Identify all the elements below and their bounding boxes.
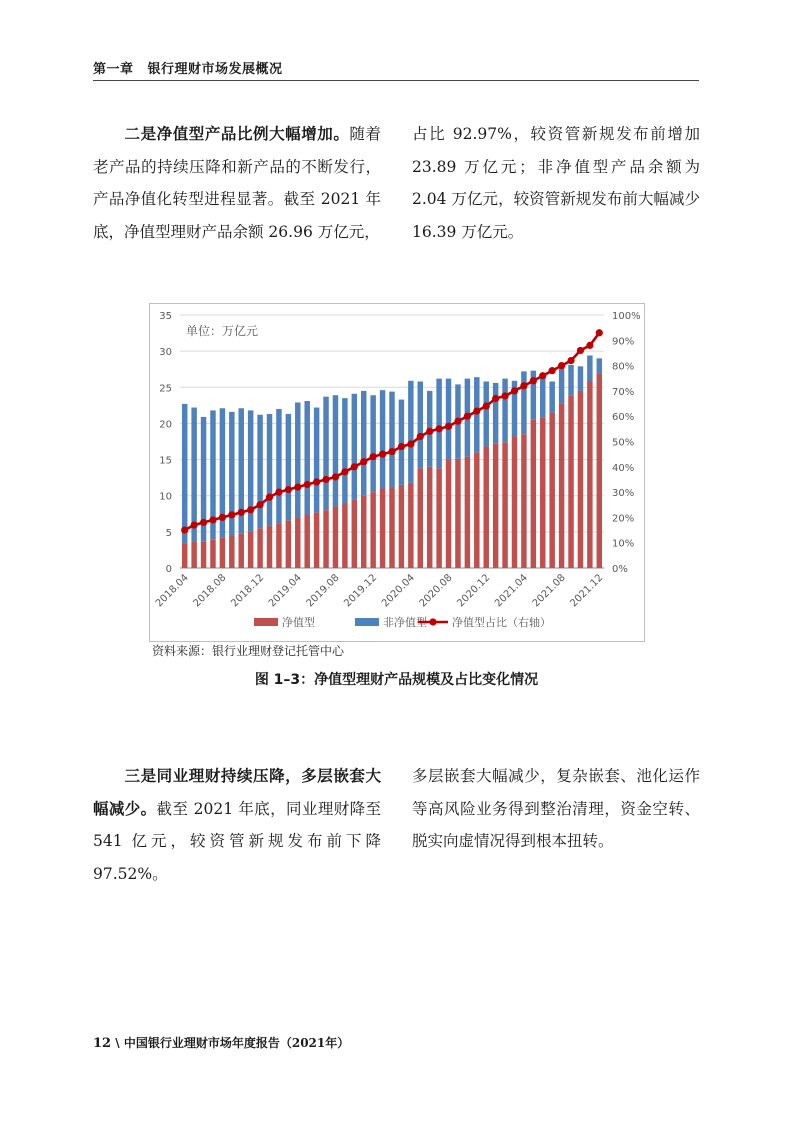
bar-net-value (399, 485, 404, 568)
y-right-tick-label: 70% (612, 386, 635, 398)
section1-right-column (412, 118, 700, 248)
bar-non-net-value (408, 381, 413, 483)
ratio-point (181, 526, 188, 533)
ratio-point (294, 483, 301, 490)
bar-net-value (304, 515, 309, 568)
ratio-point (275, 489, 282, 496)
y-left-tick-label: 35 (159, 311, 172, 322)
ratio-point (238, 509, 245, 516)
bar-non-net-value (540, 374, 545, 417)
ratio-point (464, 413, 471, 420)
page-header (93, 58, 283, 77)
bar-net-value (408, 483, 413, 568)
bar-non-net-value (370, 395, 375, 492)
legend-label-non-net: 非净值型 (383, 616, 427, 629)
bar-non-net-value (276, 409, 281, 523)
combo-chart (150, 304, 644, 641)
ratio-point (596, 329, 603, 336)
bar-non-net-value (549, 382, 554, 413)
bar-net-value (521, 434, 526, 568)
bar-net-value (333, 507, 338, 568)
bar-net-value (578, 391, 583, 568)
bar-net-value (436, 468, 441, 568)
bar-net-value (239, 533, 244, 568)
ratio-point (398, 443, 405, 450)
section2-lead: 三是同业理财持续压降，多层嵌套大幅减少。 (93, 766, 381, 818)
bar-non-net-value (333, 395, 338, 506)
ratio-point (379, 451, 386, 458)
bar-net-value (389, 487, 394, 568)
ratio-point (407, 440, 414, 447)
ratio-point (247, 506, 254, 513)
bar-net-value (540, 418, 545, 568)
ratio-point (304, 481, 311, 488)
x-tick-label: 2021.04 (493, 572, 531, 610)
ratio-point (454, 418, 461, 425)
bar-non-net-value (304, 401, 309, 514)
ratio-point (351, 463, 358, 470)
bar-net-value (493, 444, 498, 568)
ratio-point (586, 342, 593, 349)
bar-net-value (531, 420, 536, 568)
ratio-point (473, 408, 480, 415)
legend-swatch-non-net (355, 618, 379, 626)
bar-net-value (455, 459, 460, 568)
bar-net-value (465, 457, 470, 568)
bar-net-value (276, 523, 281, 568)
bar-non-net-value (257, 415, 262, 528)
x-tick-label: 2020.08 (417, 572, 455, 610)
bar-net-value (380, 488, 385, 568)
y-right-tick-label: 80% (612, 361, 635, 373)
bar-net-value (502, 442, 507, 568)
section1-left-column (93, 118, 381, 248)
ratio-point (266, 494, 273, 501)
bar-net-value (229, 535, 234, 568)
bar-non-net-value (267, 414, 272, 526)
bar-non-net-value (502, 379, 507, 443)
y-right-tick-label: 90% (612, 336, 635, 348)
y-right-tick-label: 60% (612, 412, 635, 424)
page-number: 12 (93, 1036, 112, 1051)
ratio-point (530, 377, 537, 384)
ratio-point (341, 468, 348, 475)
x-tick-label: 2021.12 (568, 572, 606, 610)
y-left-tick-label: 0 (165, 564, 172, 575)
bar-non-net-value (314, 408, 319, 513)
y-right-tick-label: 20% (612, 513, 635, 525)
bar-net-value (191, 542, 196, 568)
bar-non-net-value (323, 397, 328, 510)
y-left-tick-label: 30 (159, 347, 172, 359)
ratio-point (191, 521, 198, 528)
bar-net-value (483, 447, 488, 568)
ratio-point (388, 448, 395, 455)
bar-net-value (210, 540, 215, 568)
ratio-point (426, 428, 433, 435)
ratio-point (219, 514, 226, 521)
y-left-tick-label: 15 (159, 455, 172, 467)
x-tick-label: 2020.04 (379, 572, 417, 610)
y-left-tick-label: 5 (165, 527, 172, 539)
bar-net-value (587, 382, 592, 568)
ratio-point (436, 425, 443, 432)
y-right-tick-label: 40% (612, 462, 635, 474)
y-right-tick-label: 50% (612, 437, 635, 449)
bar-non-net-value (248, 410, 253, 531)
bar-non-net-value (342, 398, 347, 503)
bar-non-net-value (493, 383, 498, 444)
bar-net-value (342, 503, 347, 568)
ratio-point (370, 453, 377, 460)
x-tick-label: 2020.12 (455, 572, 493, 610)
section2-left-text: 截至 2021 年底，同业理财降至 541 亿元，较资管新规发布前下降 97.52%。 (93, 799, 381, 883)
ratio-point (285, 486, 292, 493)
bar-net-value (361, 496, 366, 568)
bar-net-value (220, 538, 225, 568)
ratio-point (200, 519, 207, 526)
bar-non-net-value (578, 366, 583, 391)
bar-non-net-value (483, 382, 488, 447)
bar-non-net-value (587, 355, 592, 381)
legend-swatch-net (254, 618, 278, 626)
y-right-tick-label: 0% (612, 564, 628, 575)
y-right-tick-label: 100% (612, 311, 641, 322)
footer-divider: \ (115, 1036, 120, 1050)
bar-net-value (201, 541, 206, 568)
x-tick-label: 2018.12 (229, 572, 267, 610)
bar-non-net-value (399, 400, 404, 485)
chapter-label: 第一章 (93, 62, 134, 77)
legend-label-net: 净值型 (282, 616, 315, 629)
bar-net-value (549, 413, 554, 568)
bar-non-net-value (418, 382, 423, 469)
chart-source: 资料来源：银行业理财登记托管中心 (152, 644, 345, 658)
bar-net-value (418, 468, 423, 568)
bar-net-value (446, 460, 451, 568)
ratio-point (332, 473, 339, 480)
chapter-title: 银行理财市场发展概况 (147, 62, 283, 77)
bar-net-value (512, 436, 517, 568)
ratio-point (558, 362, 565, 369)
bar-non-net-value (286, 414, 291, 520)
bar-non-net-value (389, 392, 394, 487)
ratio-point (567, 357, 574, 364)
bar-net-value (182, 543, 187, 568)
bar-non-net-value (521, 371, 526, 434)
ratio-point (492, 395, 499, 402)
legend-label-ratio: 净值型占比（右轴） (452, 616, 551, 629)
ratio-point (360, 458, 367, 465)
section1-right-text: 占比 92.97%，较资管新规发布前增加 23.89 万亿元；非净值型产品余额为 2.04 万亿元，较资管新规发布前大幅减少 16.39 万亿元。 (412, 125, 700, 241)
page-footer (93, 1034, 349, 1051)
section2-left-column (93, 760, 381, 890)
ratio-point (228, 511, 235, 518)
bar-net-value (370, 492, 375, 568)
bar-net-value (295, 517, 300, 568)
ratio-point (313, 478, 320, 485)
ratio-point (520, 382, 527, 389)
section1-left-text: 随着老产品的持续压降和新产品的不断发行，产品净值化转型进程显著。截至 2021 年底，净值型理财产品余额 26.96 万亿元， (93, 125, 381, 241)
bar-non-net-value (380, 390, 385, 488)
x-tick-label: 2018.04 (153, 572, 191, 610)
x-tick-label: 2019.08 (304, 572, 342, 610)
ratio-point (483, 402, 490, 409)
ratio-point (511, 387, 518, 394)
ratio-point (256, 501, 263, 508)
y-left-tick-label: 20 (159, 419, 172, 431)
bar-net-value (597, 373, 602, 568)
legend-swatch-ratio-point (429, 618, 436, 625)
y-left-tick-label: 25 (159, 383, 172, 395)
section1-lead: 二是净值型产品比例大幅增加。 (124, 124, 350, 143)
ratio-point (577, 347, 584, 354)
unit-label: 单位：万亿元 (186, 324, 259, 338)
bar-non-net-value (559, 367, 564, 403)
footer-title: 中国银行业理财市场年度报告（2021年） (123, 1036, 350, 1050)
bar-non-net-value (597, 358, 602, 373)
ratio-point (209, 516, 216, 523)
bar-net-value (352, 499, 357, 568)
y-right-tick-label: 30% (612, 488, 635, 500)
figure-caption: 图 1–3：净值型理财产品规模及占比变化情况 (254, 672, 539, 688)
bar-non-net-value (446, 379, 451, 460)
section2-right-column (412, 760, 700, 858)
bar-net-value (314, 512, 319, 568)
y-left-tick-label: 10 (159, 491, 172, 503)
ratio-point (322, 476, 329, 483)
y-right-tick-label: 10% (612, 538, 635, 550)
bar-non-net-value (568, 365, 573, 395)
bar-non-net-value (182, 404, 187, 544)
bar-non-net-value (295, 402, 300, 517)
bar-net-value (559, 403, 564, 568)
ratio-point (501, 392, 508, 399)
header-rule (93, 80, 699, 81)
bar-net-value (267, 526, 272, 568)
x-tick-label: 2019.04 (266, 572, 304, 610)
bar-non-net-value (361, 391, 366, 496)
bar-net-value (474, 452, 479, 568)
ratio-point (549, 367, 556, 374)
ratio-point (445, 423, 452, 430)
x-tick-label: 2018.08 (191, 572, 229, 610)
x-tick-label: 2021.08 (530, 572, 568, 610)
bar-non-net-value (436, 379, 441, 469)
bar-net-value (286, 520, 291, 568)
ratio-point (417, 433, 424, 440)
bar-net-value (248, 532, 253, 568)
bar-net-value (323, 510, 328, 568)
bar-net-value (568, 395, 573, 568)
bar-non-net-value (352, 394, 357, 500)
bar-net-value (257, 528, 262, 568)
ratio-point (539, 372, 546, 379)
bar-net-value (427, 467, 432, 568)
bar-non-net-value (474, 377, 479, 452)
chart-container (149, 303, 645, 642)
section2-right-text: 多层嵌套大幅减少，复杂嵌套、池化运作等高风险业务得到整治清理，资金空转、脱实向虚情况得到根本扭转。 (412, 767, 700, 850)
x-tick-label: 2019.12 (342, 572, 380, 610)
